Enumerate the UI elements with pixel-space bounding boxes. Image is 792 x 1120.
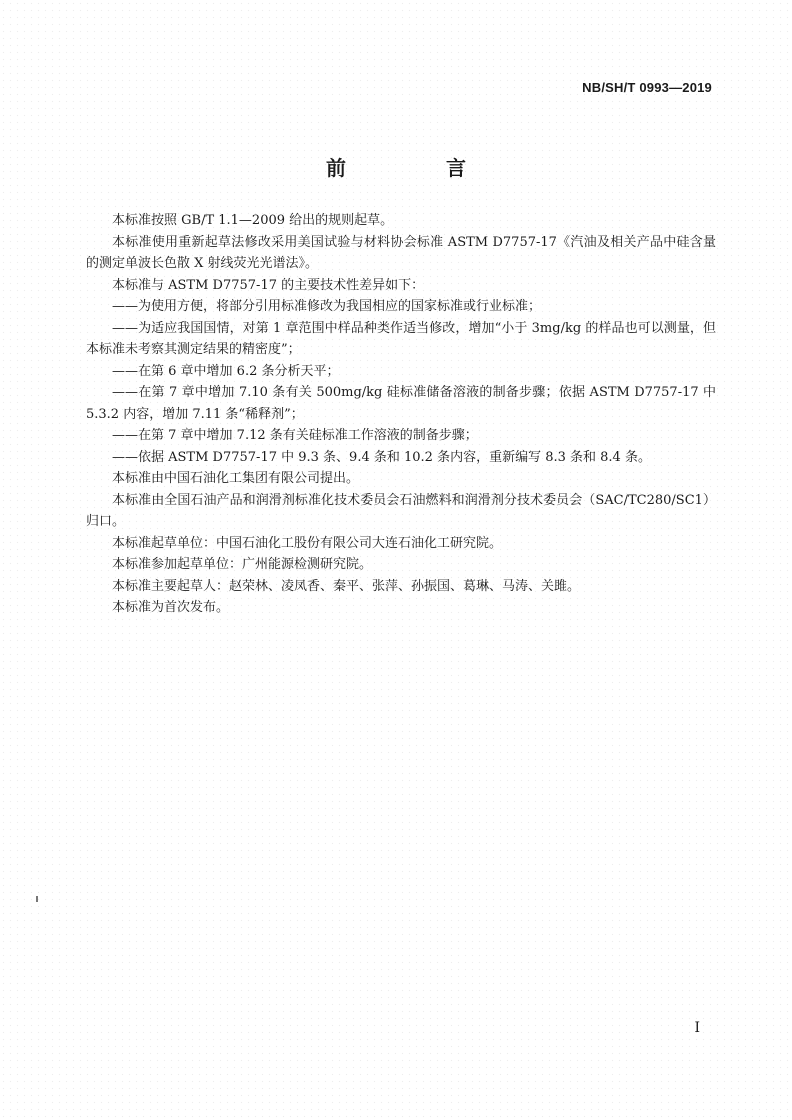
paragraph: 本标准与 ASTM D7757-17 的主要技术性差异如下：	[112, 277, 425, 293]
paragraph: 本标准使用重新起草法修改采用美国试验与材料协会标准 ASTM D7757-17《汽油及相关产品中硅含量的测定单波长色散 X 射线荧光光谱法》。	[86, 234, 716, 271]
paragraph: 本标准主要起草人：赵荣林、凌凤香、秦平、张萍、孙振国、葛琳、马涛、关雎。	[112, 578, 581, 594]
paragraph: 本标准由全国石油产品和润滑剂标准化技术委员会石油燃料和润滑剂分技术委员会（SAC/TC280/SC1）归口。	[86, 492, 716, 529]
paragraph: ——为适应我国国情，对第 1 章范围中样品种类作适当修改，增加“小于 3mg/kg 的样品也可以测量，但本标准未考察其测定结果的精密度”；	[86, 320, 716, 357]
paragraph: ——在第 7 章中增加 7.10 条有关 500mg/kg 硅标准储备溶液的制备步骤；依据 ASTM D7757-17 中 5.3.2 内容，增加 7.11 条“稀释剂”；	[86, 385, 716, 422]
paragraph: ——依据 ASTM D7757-17 中 9.3 条、9.4 条和 10.2 条内容，重新编写 8.3 条和 8.4 条。	[112, 449, 651, 465]
standard-code: NB/SH/T 0993—2019	[582, 80, 712, 95]
paragraph: 本标准为首次发布。	[112, 600, 230, 615]
paragraph: 本标准参加起草单位：广州能源检测研究院。	[112, 557, 373, 572]
paragraph: ——在第 6 章中增加 6.2 条分析天平；	[112, 363, 340, 379]
paragraph: 本标准起草单位：中国石油化工股份有限公司大连石油化工研究院。	[112, 535, 503, 551]
page-title: 前 言	[326, 156, 506, 180]
paragraph: ——在第 7 章中增加 7.12 条有关硅标准工作溶液的制备步骤；	[112, 428, 478, 443]
scan-mark	[36, 896, 38, 902]
paragraph: 本标准由中国石油化工集团有限公司提出。	[112, 471, 360, 486]
paragraph: 本标准按照 GB/T 1.1—2009 给出的规则起草。	[112, 213, 394, 228]
foreword-body	[86, 210, 716, 619]
paragraph: ——为使用方便，将部分引用标准修改为我国相应的国家标准或行业标准；	[112, 299, 542, 314]
page-number: I	[694, 1020, 700, 1036]
